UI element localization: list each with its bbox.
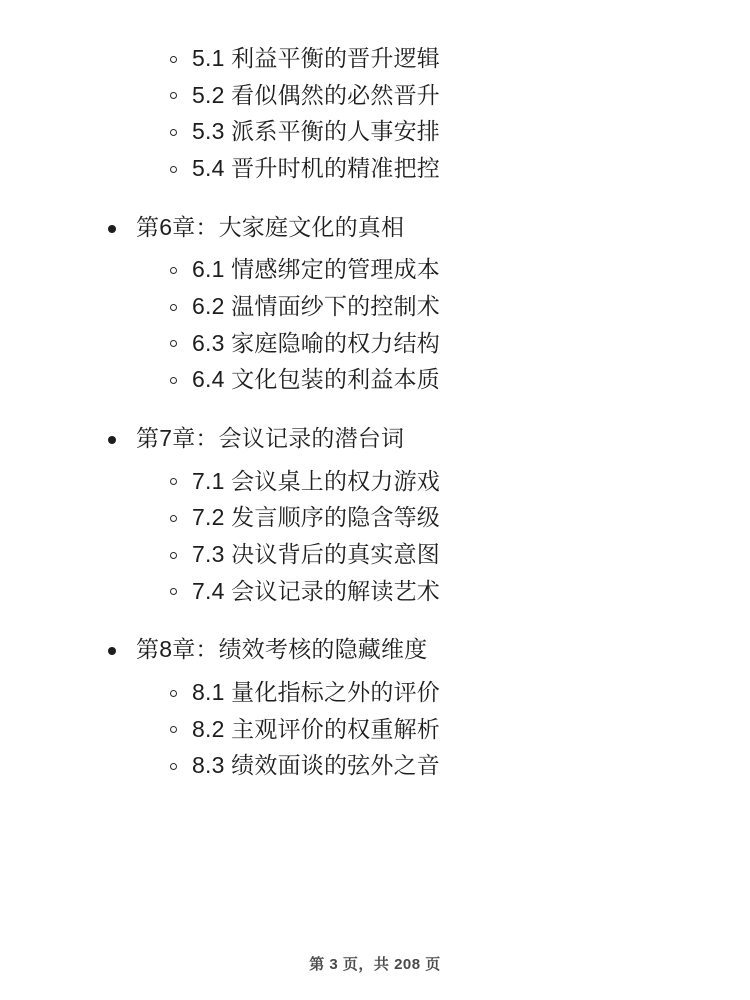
hollow-bullet-icon [170, 56, 177, 63]
toc-section-list [60, 676, 690, 782]
toc-section-label: 7.2 发言顺序的隐含等级 [192, 504, 440, 531]
toc-section-label: 6.2 温情面纱下的控制术 [192, 292, 440, 319]
toc-section-label: 6.4 文化包装的利益本质 [192, 366, 440, 393]
toc-section-item[interactable] [60, 115, 690, 148]
hollow-bullet-icon [170, 690, 177, 697]
toc-group [60, 42, 690, 185]
filled-bullet-icon [108, 225, 116, 233]
toc-section-list [60, 42, 690, 185]
toc-chapter-label: 第8章：绩效考核的隐藏维度 [136, 636, 428, 663]
toc-chapter-item[interactable] [60, 211, 690, 244]
toc-chapter-label: 第7章：会议记录的潜台词 [136, 424, 405, 451]
hollow-bullet-icon [170, 129, 177, 136]
toc-section-item[interactable] [60, 327, 690, 360]
toc-section-item[interactable] [60, 538, 690, 571]
toc-group [60, 422, 690, 607]
hollow-bullet-icon [170, 763, 177, 770]
toc-section-label: 5.4 晋升时机的精准把控 [192, 154, 440, 181]
toc-section-item[interactable] [60, 465, 690, 498]
hollow-bullet-icon [170, 92, 177, 99]
toc-section-item[interactable] [60, 501, 690, 534]
hollow-bullet-icon [170, 515, 177, 522]
toc-group [60, 211, 690, 396]
toc-chapter-item[interactable] [60, 633, 690, 666]
toc-section-item[interactable] [60, 152, 690, 185]
toc-section-item[interactable] [60, 363, 690, 396]
hollow-bullet-icon [170, 726, 177, 733]
toc-section-item[interactable] [60, 676, 690, 709]
toc-section-label: 8.2 主观评价的权重解析 [192, 715, 440, 742]
toc-section-label: 8.1 量化指标之外的评价 [192, 678, 440, 705]
toc-section-label: 5.1 利益平衡的晋升逻辑 [192, 45, 440, 71]
hollow-bullet-icon [170, 304, 177, 311]
toc-section-item[interactable] [60, 575, 690, 608]
toc-chapter-label: 第6章：大家庭文化的真相 [136, 213, 405, 240]
filled-bullet-icon [108, 647, 116, 655]
toc-section-label: 8.3 绩效面谈的弦外之音 [192, 752, 440, 779]
toc-section-label: 5.2 看似偶然的必然晋升 [192, 81, 440, 108]
hollow-bullet-icon [170, 478, 177, 485]
hollow-bullet-icon [170, 267, 177, 274]
toc-section-item[interactable] [60, 253, 690, 286]
toc-chapter-item[interactable] [60, 422, 690, 455]
hollow-bullet-icon [170, 340, 177, 347]
toc-group [60, 633, 690, 782]
hollow-bullet-icon [170, 377, 177, 384]
toc-section-label: 7.4 会议记录的解读艺术 [192, 577, 440, 604]
toc-section-list [60, 465, 690, 608]
toc-section-item[interactable] [60, 42, 690, 75]
hollow-bullet-icon [170, 552, 177, 559]
hollow-bullet-icon [170, 588, 177, 595]
toc-section-item[interactable] [60, 749, 690, 782]
toc-section-item[interactable] [60, 290, 690, 323]
page-footer: 第 3 页，共 208 页 [309, 956, 441, 973]
toc-section-label: 6.3 家庭隐喻的权力结构 [192, 329, 440, 356]
toc-section-label: 7.1 会议桌上的权力游戏 [192, 467, 440, 494]
toc-section-label: 5.3 派系平衡的人事安排 [192, 118, 440, 145]
toc-section-item[interactable] [60, 79, 690, 112]
toc-section-item[interactable] [60, 713, 690, 746]
toc-section-list [60, 253, 690, 396]
toc-section-label: 7.3 决议背后的真实意图 [192, 540, 440, 567]
toc-section-label: 6.1 情感绑定的管理成本 [192, 256, 440, 283]
hollow-bullet-icon [170, 166, 177, 173]
filled-bullet-icon [108, 436, 116, 444]
